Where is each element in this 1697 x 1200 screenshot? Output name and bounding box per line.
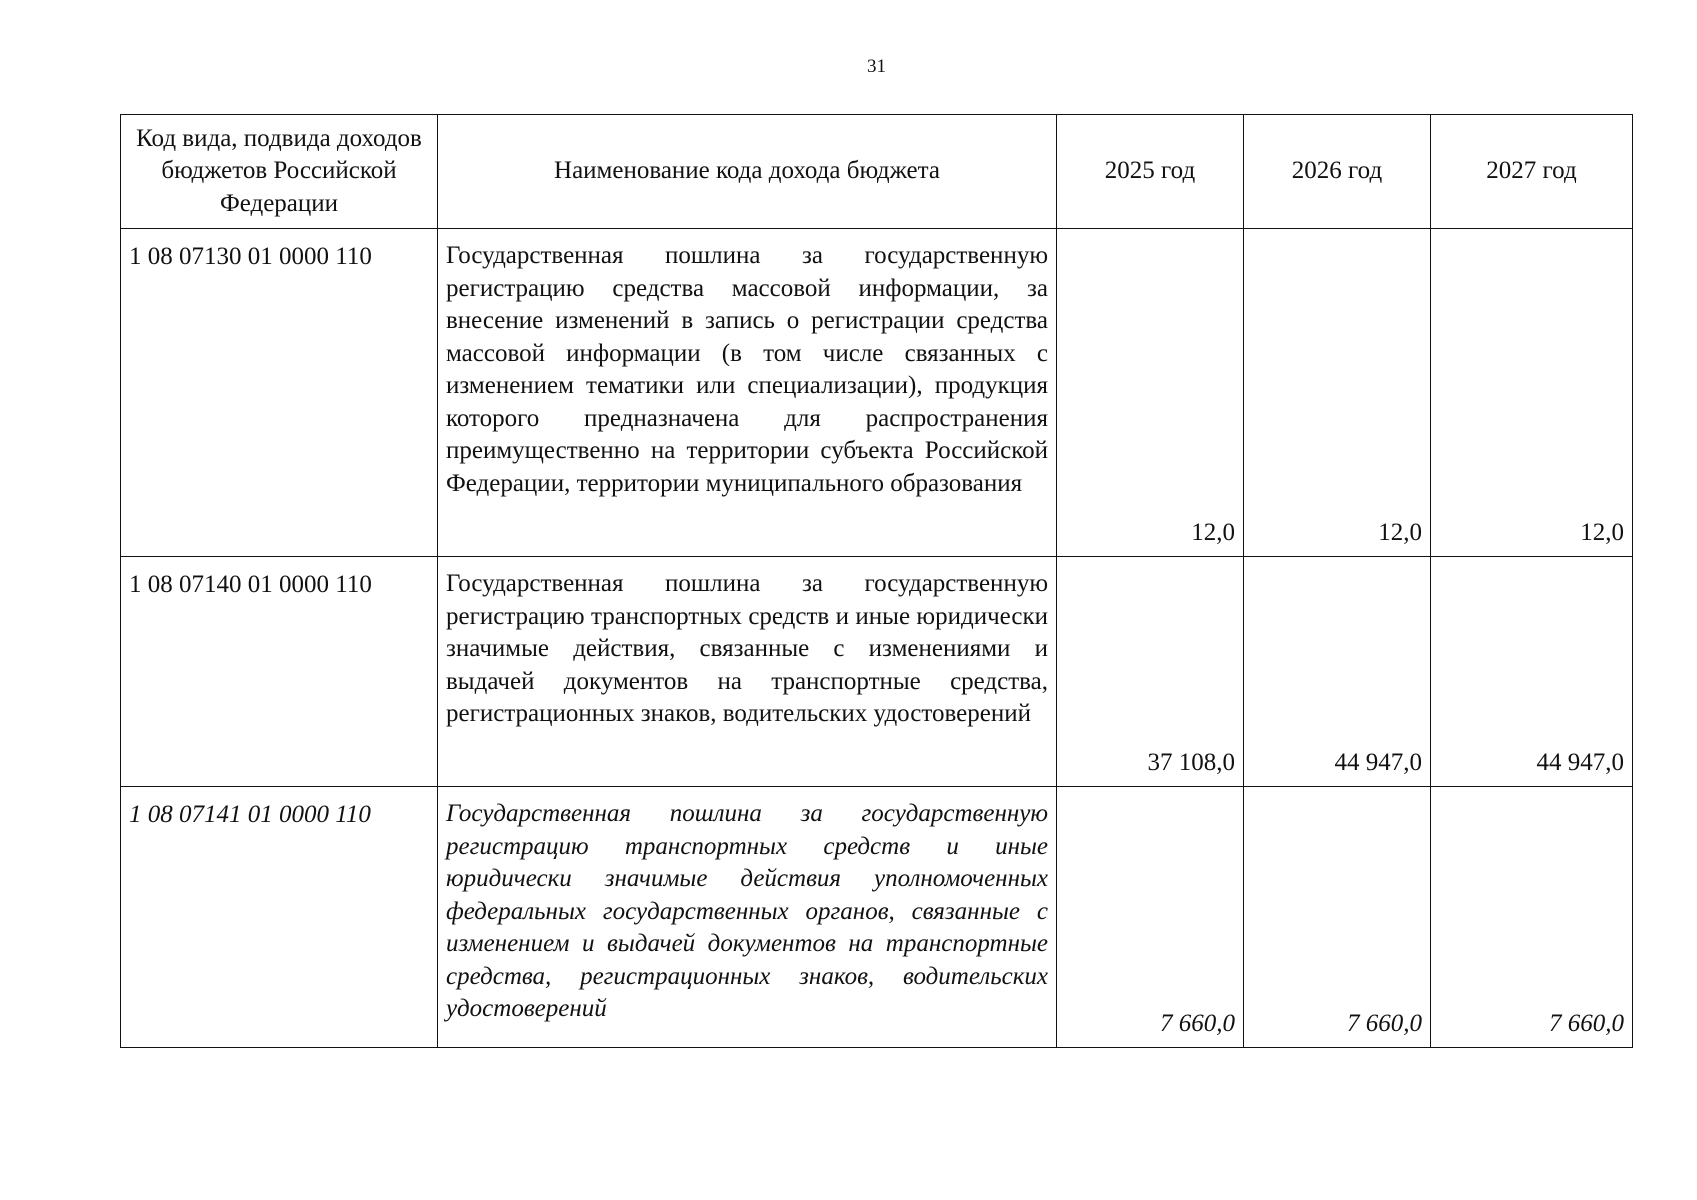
row-amount-2027: 12,0 [1431, 229, 1633, 557]
header-name-label: Наименование кода дохода бюджета [554, 157, 940, 185]
row-code: 1 08 07140 01 0000 110 [121, 557, 438, 787]
row-name: Государственная пошлина за государственную регистрацию средства массовой информации, за внесение изменений в запись о регистрации средства массовой информации (в том числе связанных с изменением тематики или специализации), продукция которого предназначена для распространения преимущественно на территории субъекта Российской Федерации, территории муниципального образования [438, 229, 1057, 557]
header-year-2027 [1431, 115, 1633, 229]
header-code [121, 115, 438, 229]
row-amount-2025: 12,0 [1057, 229, 1244, 557]
row-amount-2026: 44 947,0 [1244, 557, 1431, 787]
header-code-label: Код вида, подвида доходов бюджетов Российской Федерации [136, 124, 422, 217]
budget-revenue-table [120, 114, 1633, 1048]
header-name [438, 115, 1057, 229]
row-amount-2026: 12,0 [1244, 229, 1431, 557]
header-year-2026 [1244, 115, 1431, 229]
row-code: 1 08 07141 01 0000 110 [121, 787, 438, 1048]
row-code: 1 08 07130 01 0000 110 [121, 229, 438, 557]
header-year-2025 [1057, 115, 1244, 229]
row-amount-2026: 7 660,0 [1244, 787, 1431, 1048]
row-name: Государственная пошлина за государственную регистрацию транспортных средств и иные юридически значимые действия уполномоченных федеральных государственных органов, связанные с изменением и выдачей документов на транспортные средства, регистрационных знаков, водительских удостоверений [438, 787, 1057, 1048]
row-amount-2025: 37 108,0 [1057, 557, 1244, 787]
row-amount-2025: 7 660,0 [1057, 787, 1244, 1048]
table-row [121, 557, 1633, 787]
header-year-2025-label: 2025 год [1104, 157, 1196, 185]
header-year-2027-label: 2027 год [1486, 157, 1577, 185]
table-row [121, 787, 1633, 1048]
row-amount-2027: 44 947,0 [1431, 557, 1633, 787]
row-name: Государственная пошлина за государственную регистрацию транспортных средств и иные юридически значимые действия, связанные с изменениями и выдачей документов на транспортные средства, регистрационных знаков, водительских удостоверений [438, 557, 1057, 787]
table-header-row [121, 115, 1633, 229]
table-row [121, 229, 1633, 557]
header-year-2026-label: 2026 год [1291, 157, 1383, 185]
row-amount-2027: 7 660,0 [1431, 787, 1633, 1048]
page-number: 31 [867, 56, 886, 77]
